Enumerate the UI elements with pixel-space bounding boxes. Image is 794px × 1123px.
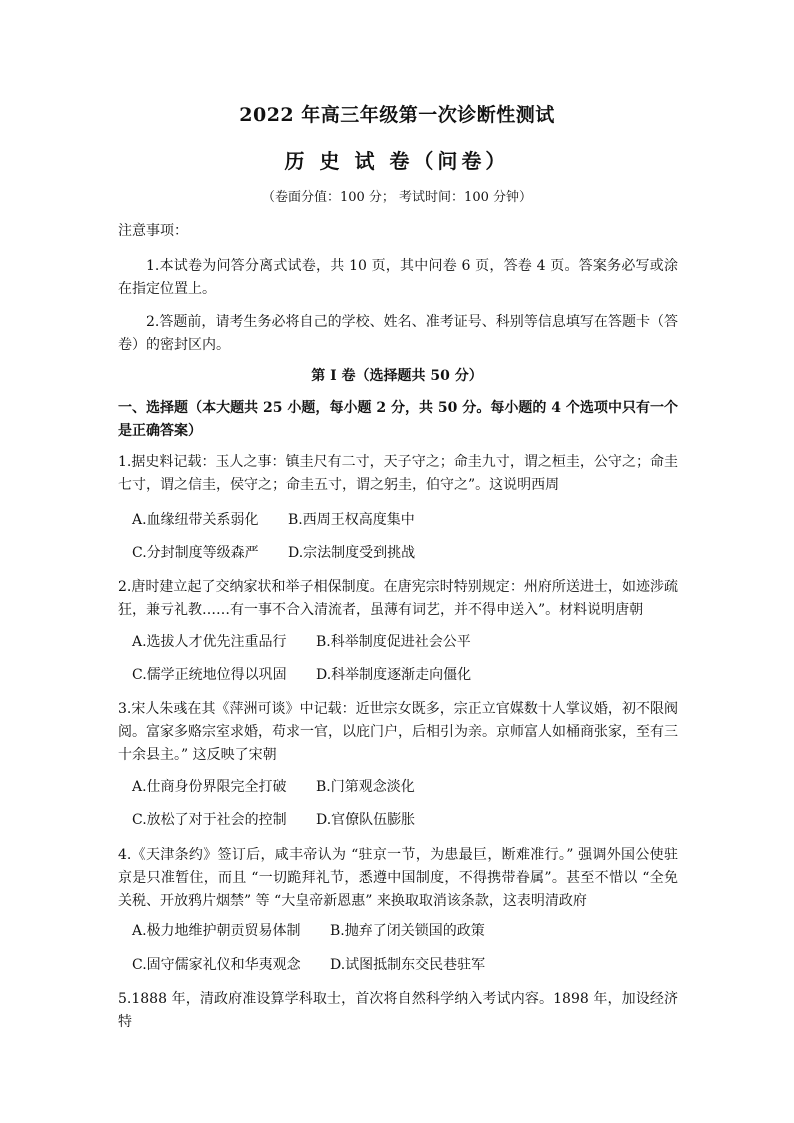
question-4-option-b: B.抛弃了闭关锁国的政策: [330, 923, 485, 939]
exam-title: 2022 年高三年级第一次诊断性测试: [239, 104, 555, 126]
question-3-stem: 3.宋人朱彧在其《萍洲可谈》中记载：近世宗女既多，宗正立官媒数十人掌议婚，初不限阀阅。富家多赂宗室求婚，苟求一官，以庇门户，后相引为亲。京师富人如桶商张家，至有三十余县主。” 这反映了宋朝: [118, 701, 678, 763]
question-1-option-a: A.血缘纽带关系弱化: [132, 512, 259, 528]
volume-title: 第 I 卷（选择题共 50 分）: [311, 368, 483, 384]
question-5-stem: 5.1888 年，清政府准设算学科取士，首次将自然科学纳入考试内容。1898 年，加设经济特: [118, 991, 678, 1030]
question-1-stem: 1.据史料记载：玉人之事：镇圭尺有二寸，天子守之；命圭九寸，谓之桓圭，公守之；命圭七寸，谓之信圭，侯守之；命圭五寸，谓之躬圭，伯守之”。这说明西周: [118, 454, 678, 493]
question-2-option-a: A.选拔人才优先注重品行: [132, 634, 287, 650]
question-3-option-d: D.官僚队伍膨胀: [316, 812, 416, 828]
question-3-option-c: C.放松了对于社会的控制: [132, 812, 287, 828]
paper-title: 历 史 试 卷（问卷）: [284, 149, 510, 173]
notice-item-1: 1.本试卷为问答分离式试卷，共 10 页，其中问卷 6 页，答卷 4 页。答案务必写或涂在指定位置上。: [118, 258, 678, 297]
notice-item-2: 2.答题前，请考生务必将自己的学校、姓名、准考证号、科别等信息填写在答题卡（答卷）的密封区内。: [118, 314, 678, 353]
question-1-option-c: C.分封制度等级森严: [132, 545, 259, 561]
question-4-option-a: A.极力地维护朝贡贸易体制: [132, 923, 301, 939]
question-3-option-a: A.仕商身份界限完全打破: [132, 779, 287, 795]
notice-heading: 注意事项：: [118, 223, 188, 239]
question-1-option-b: B.西周王权高度集中: [288, 512, 415, 528]
question-2-option-c: C.儒学正统地位得以巩固: [132, 667, 287, 683]
part-title: 一、选择题（本大题共 25 小题，每小题 2 分，共 50 分。每小题的 4 个选项中只有一个是正确答案）: [118, 400, 678, 439]
question-4-stem: 4.《天津条约》签订后，咸丰帝认为 “驻京一节，为患最巨，断难准行。” 强调外国公使驻京是只准暂住，而且 “一切跪拜礼节，悉遵中国制度，不得携带眷属”。甚至不惜以 “全免关税、开放鸦片烟禁” 等 “大皇帝新恩惠” 来换取取消该条款，这表明清政府: [118, 847, 678, 909]
question-1-option-d: D.宗法制度受到挑战: [288, 545, 416, 561]
question-2-stem: 2.唐时建立起了交纳家状和举子相保制度。在唐宪宗时特别规定：州府所送进士，如迹涉疏狂，兼亏礼教……有一事不合入清流者，虽薄有词艺，并不得申送入”。材料说明唐朝: [118, 579, 678, 618]
question-2-option-b: B.科举制度促进社会公平: [316, 634, 471, 650]
question-4-option-c: C.固守儒家礼仪和华夷观念: [132, 957, 301, 973]
question-2-option-d: D.科举制度逐渐走向僵化: [316, 667, 472, 683]
question-4-option-d: D.试图抵制东交民巷驻军: [330, 957, 486, 973]
question-3-option-b: B.门第观念淡化: [316, 779, 415, 795]
score-info: （卷面分值：100 分； 考试时间：100 分钟）: [261, 190, 533, 205]
